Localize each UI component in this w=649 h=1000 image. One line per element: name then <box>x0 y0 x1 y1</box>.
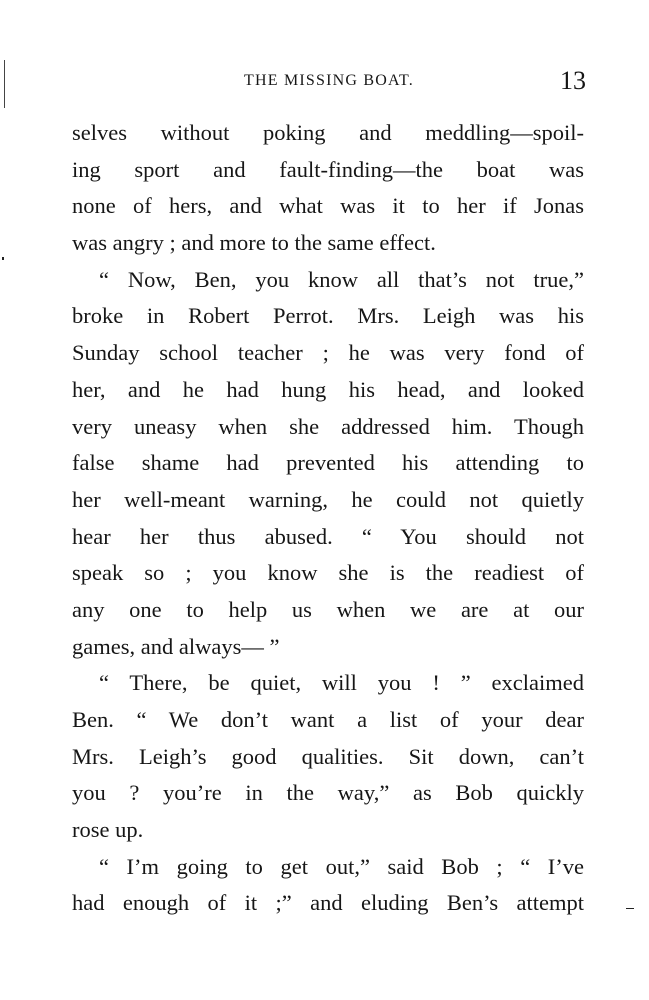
text-line: ing sport and fault-finding—the boat was <box>72 156 584 182</box>
text-line: none of hers, and what was it to her if Jonas <box>72 193 584 219</box>
text-line: her well-meant warning, he could not quietly <box>72 486 584 512</box>
running-title: THE MISSING BOAT. <box>244 72 414 89</box>
text-line: rose up. <box>72 817 144 843</box>
text-line: Ben. “ We don’t want a list of your dear <box>72 707 584 732</box>
text-line: any one to help us when we are at our <box>72 596 584 622</box>
text-line: “ I’m going to get out,” said Bob ; “ I’ve <box>99 853 584 879</box>
running-header <box>72 66 586 96</box>
body-text <box>72 115 584 922</box>
text-line: hear her thus abused. “ You should not <box>72 523 584 549</box>
text-line: selves without poking and meddling—spoil- <box>72 120 584 145</box>
page-number: 13 <box>560 66 586 95</box>
text-line: speak so ; you know she is the readiest of <box>72 560 584 586</box>
text-line: Sunday school teacher ; he was very fond of <box>72 340 584 366</box>
margin-mark <box>4 60 5 108</box>
text-line: games, and always— ” <box>72 633 280 659</box>
text-line: broke in Robert Perrot. Mrs. Leigh was his <box>72 303 584 329</box>
print-speck <box>2 257 4 260</box>
text-line: “ There, be quiet, will you ! ” exclaimed <box>99 670 584 696</box>
text-line: Mrs. Leigh’s good qualities. Sit down, can’t <box>72 743 584 769</box>
text-line: was angry ; and more to the same effect. <box>72 230 436 256</box>
text-line: had enough of it ;” and eluding Ben’s attempt <box>72 890 584 916</box>
text-line: very uneasy when she addressed him. Though <box>72 413 584 439</box>
text-line: “ Now, Ben, you know all that’s not true,” <box>99 266 584 292</box>
text-line: you ? you’re in the way,” as Bob quickly <box>72 780 584 806</box>
text-line: false shame had prevented his attending to <box>72 450 584 476</box>
print-speck <box>626 908 634 909</box>
text-line: her, and he had hung his head, and looked <box>72 376 584 402</box>
